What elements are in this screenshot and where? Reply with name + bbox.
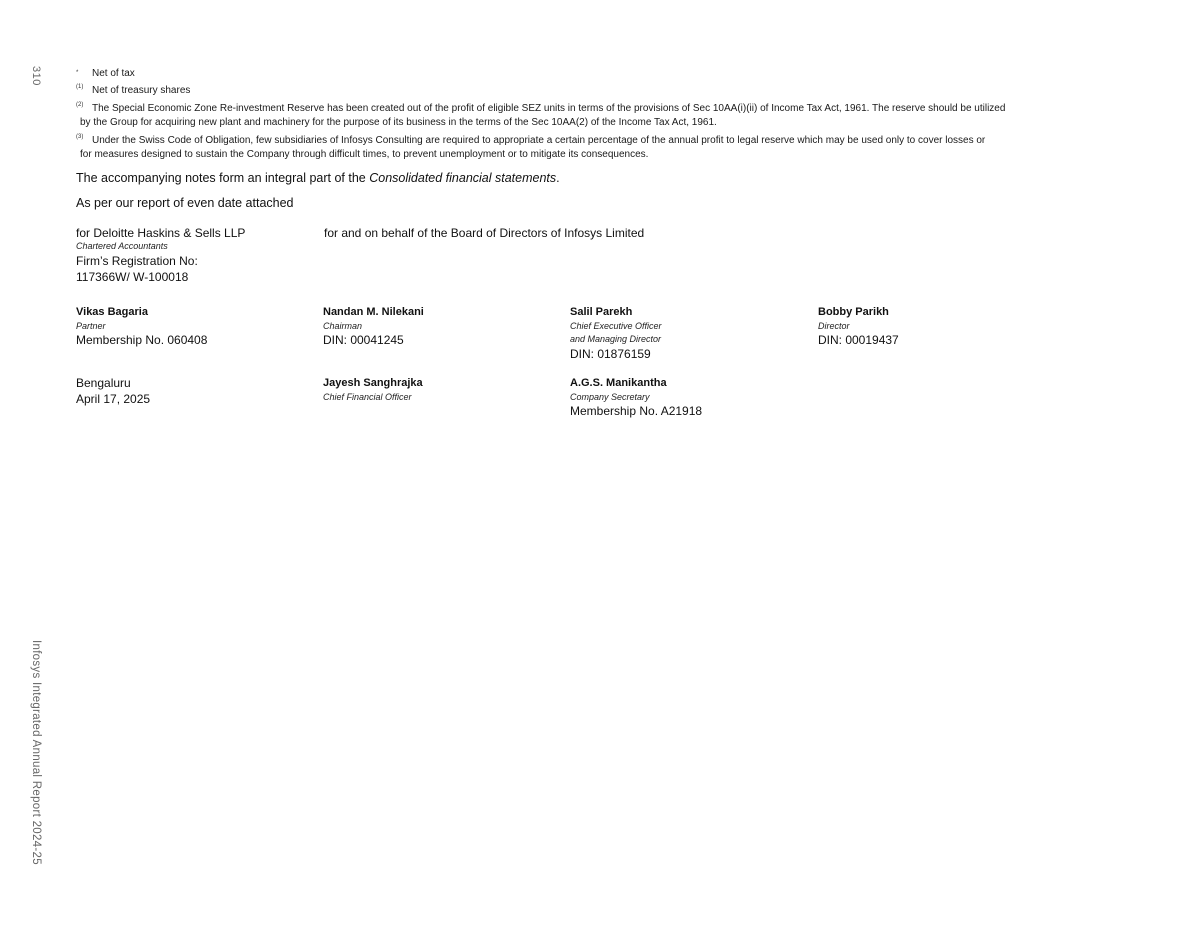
footnote-sez-reserve [76,102,1076,129]
notes-statement-italic: Consolidated financial statements [369,171,557,185]
page-number: 310 [30,66,42,86]
auditor-type: Chartered Accountants [76,241,168,251]
signatory-name: Vikas Bagaria [76,306,148,318]
footnote-net-of-tax [76,67,1076,81]
signatory-id: DIN: 01876159 [570,347,651,361]
signatory-id: DIN: 00019437 [818,333,899,347]
footnote-text-line2: for measures designed to sustain the Company through difficult times, to prevent unemployment or to mitigate its consequences. [80,148,649,160]
signatory-role: Chairman [323,321,363,331]
board-line: for and on behalf of the Board of Directors of Infosys Limited [324,226,645,240]
footnote-marker: * [76,70,79,76]
sign-place: Bengaluru [76,376,131,390]
report-line: As per our report of even date attached [76,196,294,210]
signatory-name: A.G.S. Manikantha [570,377,667,389]
signatory-role: Chief Executive Officer [570,321,662,331]
notes-statement-prefix: The accompanying notes form an integral part of the [76,171,370,185]
footnote-marker: (1) [76,84,84,90]
footnote-treasury-shares [76,84,1076,98]
signatory-id: DIN: 00041245 [323,333,404,347]
signatory-name: Nandan M. Nilekani [323,306,424,318]
signatory-name: Jayesh Sanghrajka [323,377,423,389]
sign-date: April 17, 2025 [76,392,151,406]
signatory-role: Company Secretary [570,392,650,402]
signatory-role-cont: and Managing Director [570,334,662,344]
auditor-reg-no: 117366W/ W-100018 [76,270,189,284]
notes-statement-suffix: . [556,171,560,185]
auditor-reg-label: Firm’s Registration No: [76,254,198,268]
signatory-name: Salil Parekh [570,306,633,318]
footnote-swiss-reserve [76,134,1076,161]
signatory-role: Partner [76,321,106,331]
signatory-role: Director [818,321,850,331]
footnote-text-line1: Under the Swiss Code of Obligation, few subsidiaries of Infosys Consulting are required to appropriate a certain percentage of the annual profit to legal reserve which may be used only to cover losses or [92,135,986,146]
footnote-text-line2: by the Group for acquiring new plant and machinery for the purpose of its business in the terms of the Sec 10AA(2) of the Income Tax Act, 1961. [80,116,717,128]
footnote-text-line1: The Special Economic Zone Re-investment Reserve has been created out of the profit of eligible SEZ units in terms of the provisions of Sec 10AA(i)(ii) of Income Tax Act, 1961. The reserve should be utilized [92,103,1006,114]
signatory-id: Membership No. 060408 [76,333,208,347]
footnote-text: Net of treasury shares [92,85,191,96]
signatory-id: Membership No. A21918 [570,404,703,418]
signatory-role: Chief Financial Officer [323,392,412,402]
report-title: Infosys Integrated Annual Report 2024-25 [30,640,42,865]
notes-statement [76,171,560,185]
footnote-text: Net of tax [92,68,135,79]
auditor-firm: for Deloitte Haskins & Sells LLP [76,226,246,240]
signatory-name: Bobby Parikh [818,306,889,318]
footnote-marker: (3) [76,134,84,140]
footnote-marker: (2) [76,102,84,108]
